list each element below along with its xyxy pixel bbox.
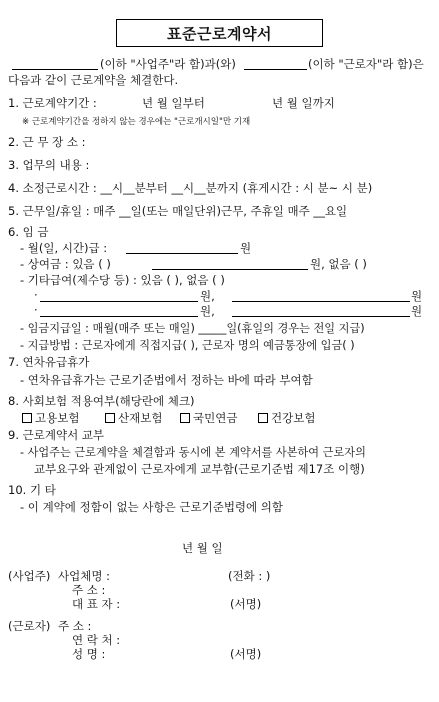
worker-name-blank[interactable] [244,69,307,70]
other-pay-line: - 기타급여(제수당 등) : 있음 ( ), 없음 ( ) [20,273,225,287]
signature-date: 년 월 일 [182,541,223,555]
other-pay-blank-1a[interactable] [40,301,198,302]
employer-tag: (사업주) [8,569,51,583]
worker-name: 성 명 : [72,647,106,661]
insurance-option-label: 산재보험 [118,411,163,425]
other-pay-blank-2a[interactable] [40,316,198,317]
social-insurance-label: 8. 사회보험 적용여부(해당란에 체크) [8,394,195,408]
insurance-option-label: 국민연금 [193,411,238,425]
employer-sign: (서명) [230,597,262,611]
document-title: 표준근로계약서 [116,19,323,47]
insurance-option-employment[interactable] [22,410,79,426]
employer-company-name: 사업체명 : [58,569,110,583]
worker-sign: (서명) [230,647,262,661]
checkbox-icon[interactable] [180,413,190,423]
insurance-option-health[interactable] [258,410,315,426]
etc-body: - 이 계약에 정함이 없는 사항은 근로기준법령에 의함 [20,500,284,514]
contract-period-label: 1. 근로계약기간 : [8,96,97,110]
annual-leave-body: - 연차유급휴가는 근로기준법에서 정하는 바에 따라 부여함 [20,373,313,387]
other-pay-bullet-1: · [34,288,38,302]
work-days-line: 5. 근무일/휴일 : 매주 __일(또는 매일단위)근무, 주휴일 매주 __요일 [8,204,348,218]
insurance-option-label: 고용보험 [35,411,80,425]
bonus-line-tail: 원, 없음 ( ) [310,257,367,271]
annual-leave-label: 7. 연차유급휴가 [8,355,90,369]
other-pay-blank-2b[interactable] [232,316,410,317]
insurance-option-pension[interactable] [180,410,237,426]
worker-tag: (근로자) [8,619,51,633]
payment-method-line: - 지급방법 : 근로자에게 직접지급( ), 근로자 명의 예금통장에 입금( ) [20,339,355,352]
other-pay-won-2a: 원, [200,304,215,318]
wage-amount-blank[interactable] [126,253,238,254]
other-pay-won-1a: 원, [200,289,215,303]
checkbox-icon[interactable] [22,413,32,423]
checkbox-icon[interactable] [105,413,115,423]
working-hours-line: 4. 소정근로시간 : __시__분부터 __시__분까지 (휴게시간 : 시 분~ 시 분) [8,181,373,195]
bonus-line-label: - 상여금 : 있음 ( ) [20,257,111,271]
employer-phone: (전화 : ) [228,569,271,583]
contract-period-from: 년 월 일부터 [142,96,205,110]
intro-line-2: 다음과 같이 근로계약을 체결한다. [8,73,179,87]
contract-delivery-label: 9. 근로계약서 교부 [8,428,105,442]
other-pay-won-1b: 원 [411,289,423,303]
other-pay-bullet-2: · [34,303,38,317]
insurance-option-industrial[interactable] [105,410,162,426]
contract-period-note: ※ 근로계약기간을 정하지 않는 경우에는 "근로개시일"만 기재 [22,117,251,127]
worker-alias-text: (이하 "근로자"라 함)은 [308,57,424,71]
job-description-label: 3. 업무의 내용 : [8,158,90,172]
bonus-amount-blank[interactable] [152,269,308,270]
contract-period-to: 년 월 일까지 [272,96,335,110]
etc-label: 10. 기 타 [8,483,56,497]
contract-delivery-line-1: - 사업주는 근로계약을 체결함과 동시에 본 계약서를 사본하여 근로자의 [20,446,366,459]
other-pay-blank-1b[interactable] [232,301,410,302]
other-pay-won-2b: 원 [411,304,423,318]
employer-name-blank[interactable] [12,69,98,70]
wage-won: 원 [240,241,252,255]
checkbox-icon[interactable] [258,413,268,423]
worker-address: 주 소 : [58,619,92,633]
payday-line: - 임금지급일 : 매월(매주 또는 매일) _____일(휴일의 경우는 전일 지급) [20,322,365,335]
wage-line-label: - 월(일, 시간)급 : [20,241,108,255]
contract-delivery-line-2: 교부요구와 관계없이 근로자에게 교부함(근로기준법 제17조 이행) [34,462,365,476]
wage-section-label: 6. 임 금 [8,225,49,239]
employer-address: 주 소 : [72,583,106,597]
worker-contact: 연 락 처 : [72,633,121,647]
workplace-label: 2. 근 무 장 소 : [8,135,86,149]
insurance-option-label: 건강보험 [271,411,316,425]
employer-representative: 대 표 자 : [72,597,121,611]
employer-alias-text: (이하 "사업주"라 함)과(와) [100,57,236,71]
